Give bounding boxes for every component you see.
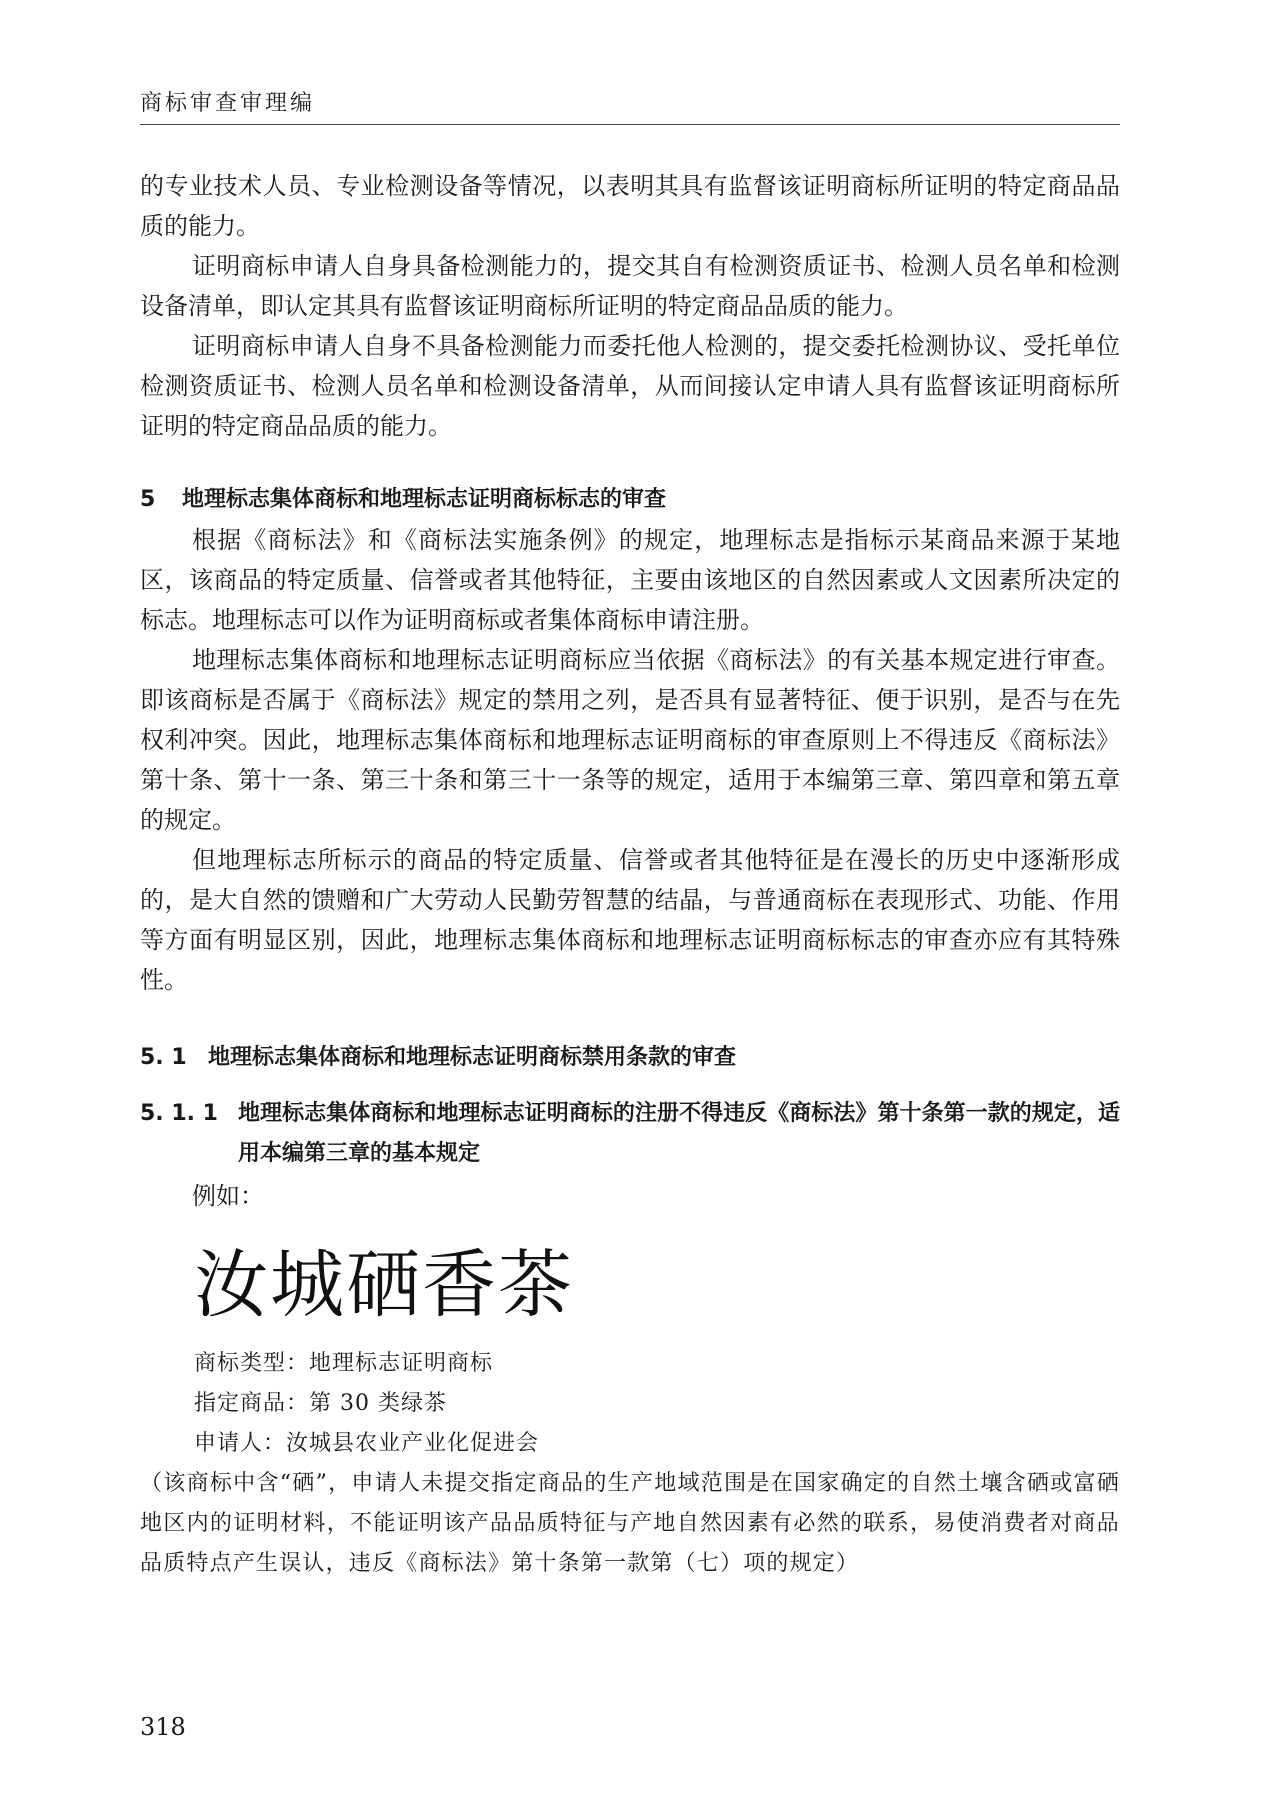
trademark-details — [140, 1344, 1120, 1464]
section-number: 5 — [140, 487, 156, 512]
paragraph: 证明商标申请人自身具备检测能力的，提交其自有检测资质证书、检测人员名单和检测设备清单，即认定其具有监督该证明商标所证明的特定商品品质的能力。 — [140, 252, 1120, 320]
section-title: 地理标志集体商标和地理标志证明商标的注册不得违反《商标法》第十条第一款的规定，适用本编第三章的基本规定 — [238, 1101, 1120, 1166]
example-note: （该商标中含“硒”，申请人未提交指定商品的生产地域范围是在国家确定的自然土壤含硒或富硒地区内的证明材料，不能证明该产品品质特征与产地自然因素有必然的联系，易使消费者对商品品质特点产生误认，违反《商标法》第十条第一款第（七）项的规定） — [140, 1471, 1120, 1576]
section-number: 5. 1 — [140, 1045, 187, 1070]
section-heading-5-1 — [140, 1038, 1120, 1078]
section-title: 地理标志集体商标和地理标志证明商标标志的审查 — [182, 487, 667, 512]
paragraph: 证明商标申请人自身不具备检测能力而委托他人检测的，提交委托检测协议、受托单位检测资质证书、检测人员名单和检测设备清单，从而间接认定申请人具有监督该证明商标所证明的特定商品品质的能力。 — [140, 332, 1120, 440]
section-title: 地理标志集体商标和地理标志证明商标禁用条款的审查 — [208, 1045, 737, 1070]
section-number: 5. 1. 1 — [140, 1101, 218, 1126]
page-number: 318 — [140, 1713, 186, 1741]
paragraph: 根据《商标法》和《商标法实施条例》的规定，地理标志是指标示某商品来源于某地区，该商品的特定质量、信誉或者其他特征，主要由该地区的自然因素或人文因素所决定的标志。地理标志可以作为证明商标或者集体商标申请注册。 — [140, 526, 1120, 634]
section-heading-5 — [140, 480, 1120, 520]
trademark-image: 汝城硒香茶 — [194, 1242, 574, 1328]
page-content — [140, 166, 1120, 1584]
running-head: 商标审查审理编 — [140, 91, 316, 116]
trademark-type: 商标类型：地理标志证明商标 — [194, 1351, 494, 1376]
paragraph: 地理标志集体商标和地理标志证明商标应当依据《商标法》的有关基本规定进行审查。即该商标是否属于《商标法》规定的禁用之列，是否具有显著特征、便于识别，是否与在先权利冲突。因此，地理标志集体商标和地理标志证明商标的审查原则上不得违反《商标法》第十条、第十一条、第三十条和第三十一条等的规定，适用于本编第三章、第四章和第五章的规定。 — [140, 646, 1120, 834]
designated-goods: 指定商品：第 30 类绿茶 — [194, 1391, 447, 1416]
applicant: 申请人：汝城县农业产业化促进会 — [194, 1431, 540, 1456]
header-rule — [140, 124, 1120, 125]
section-heading-5-1-1 — [140, 1094, 1120, 1174]
paragraph: 但地理标志所标示的商品的特定质量、信誉或者其他特征是在漫长的历史中逐渐形成的，是大自然的馈赠和广大劳动人民勤劳智慧的结晶，与普通商标在表现形式、功能、作用等方面有明显区别，因此，地理标志集体商标和地理标志证明商标标志的审查亦应有其特殊性。 — [140, 846, 1120, 994]
example-intro: 例如： — [192, 1182, 264, 1210]
paragraph-continued: 的专业技术人员、专业检测设备等情况，以表明其具有监督该证明商标所证明的特定商品品质的能力。 — [140, 172, 1120, 240]
